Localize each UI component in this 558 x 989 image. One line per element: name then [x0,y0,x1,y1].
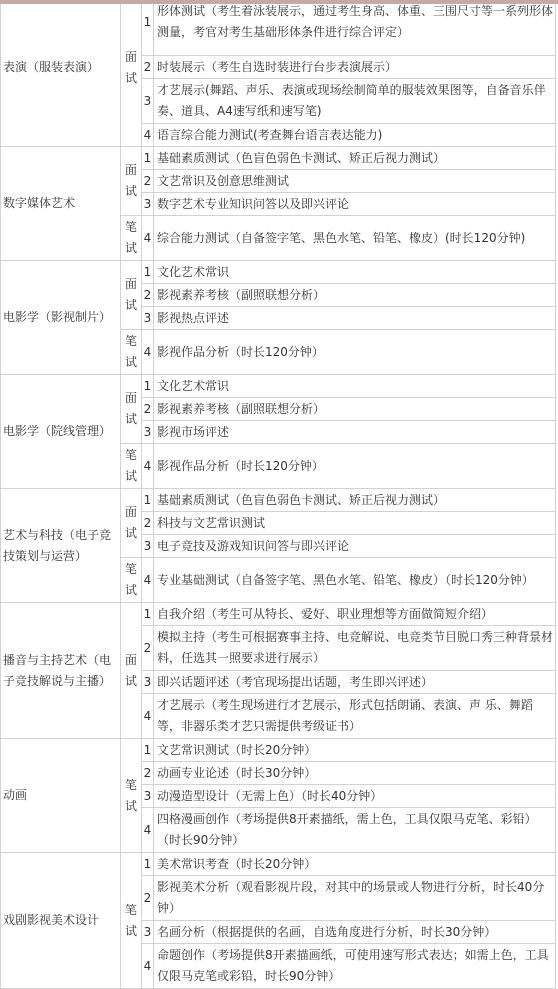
item-number: 2 [142,626,154,671]
exam-item: 影视市场评述 [154,421,556,444]
item-number: 2 [142,56,154,79]
exam-type: 面试 [121,261,142,330]
table-row [1,147,556,170]
item-number: 3 [142,307,154,330]
exam-item: 才艺展示(舞蹈、声乐、表演或现场绘制简单的服装效果图等，自备音乐伴奏、道具、A4速写纸和速写笔) [154,79,556,124]
item-number: 4 [142,808,154,853]
exam-type: 笔试 [121,853,142,989]
item-number: 1 [142,147,154,170]
table-row [1,261,556,284]
item-number: 1 [142,375,154,398]
exam-item: 动漫造型设计（无需上色）（时长40分钟） [154,785,556,808]
exam-item: 数字艺术专业知识问答以及即兴评论 [154,193,556,216]
item-number: 3 [142,421,154,444]
exam-item: 影视热点评述 [154,307,556,330]
item-number: 1 [142,261,154,284]
item-number: 1 [142,0,154,56]
exam-type: 面试 [121,375,142,444]
exam-item: 模拟主持（考生可根据赛事主持、电竞解说、电竞类节目脱口秀三种背景材料，任选其一照要求进行展示） [154,626,556,671]
exam-item: 语言综合能力测试(考查舞台语言表达能力) [154,124,556,147]
item-number: 1 [142,853,154,876]
table-row [1,853,556,876]
item-number: 3 [142,535,154,558]
exam-type: 笔试 [121,330,142,375]
exam-type: 面试 [121,489,142,558]
exam-item: 自我介绍（考生可从特长、爱好、职业理想等方面做简短介绍） [154,603,556,626]
exam-item: 命题创作（考场提供8开素描画纸，可使用速写形式表达；如需上色，工具仅限马克笔或彩铅，时长90分钟） [154,944,556,989]
major-name: 电影学（影视制片） [1,261,121,375]
item-number: 4 [142,944,154,989]
exam-item: 文艺常识及创意思维测试 [154,170,556,193]
exam-type: 面试 [121,603,142,739]
major-name: 数字媒体艺术 [1,147,121,261]
table-row [1,489,556,512]
exam-item: 影视素养考核（副照联想分析） [154,398,556,421]
exam-item: 综合能力测试（自备签字笔、黑色水笔、铅笔、橡皮）(时长120分钟) [154,216,556,261]
exam-item: 美术常识考查（时长20分钟） [154,853,556,876]
item-number: 2 [142,762,154,785]
exam-type: 面试 [121,0,142,147]
major-name: 电影学（院线管理） [1,375,121,489]
exam-type: 笔试 [121,558,142,603]
exam-item: 基础素质测试（色盲色弱色卡测试、矫正后视力测试） [154,147,556,170]
exam-item: 文化艺术常识 [154,375,556,398]
exam-item: 电子竞技及游戏知识问答与即兴评论 [154,535,556,558]
major-name: 动画 [1,739,121,853]
item-number: 4 [142,558,154,603]
item-number: 4 [142,330,154,375]
item-number: 4 [142,444,154,489]
exam-item: 名画分析（根据提供的名画，自选角度进行分析，时长30分钟） [154,921,556,944]
item-number: 3 [142,79,154,124]
major-name: 戏剧影视美术设计 [1,853,121,989]
major-name: 表演（服装表演） [1,0,121,147]
item-number: 4 [142,124,154,147]
major-name: 播音与主持艺术（电子竞技解说与主播） [1,603,121,739]
exam-item: 文艺常识测试（时长20分钟） [154,739,556,762]
exam-item: 时装展示（考生自选时装进行台步表演展示） [154,56,556,79]
item-number: 1 [142,739,154,762]
exam-item: 四格漫画创作（考场提供8开素描纸，需上色，工具仅限马克笔、彩铅）（时长90分钟） [154,808,556,853]
exam-item: 才艺展示（考生现场进行才艺展示，形式包括朗诵、表演、声 乐、舞蹈等，非器乐类才艺只需提供考级证书） [154,694,556,739]
exam-item: 影视美术分析（观看影视片段，对其中的场景或人物进行分析，时长40分钟） [154,876,556,921]
item-number: 1 [142,489,154,512]
table-row [1,739,556,762]
exam-item: 科技与文艺常识测试 [154,512,556,535]
item-number: 2 [142,284,154,307]
exam-item: 影视作品分析（时长120分钟） [154,444,556,489]
item-number: 2 [142,170,154,193]
top-border [0,0,558,4]
item-number: 1 [142,603,154,626]
item-number: 2 [142,398,154,421]
item-number: 2 [142,512,154,535]
exam-type: 笔试 [121,739,142,853]
exam-type: 笔试 [121,216,142,261]
item-number: 2 [142,876,154,921]
exam-item: 即兴话题评述（考官现场提出话题，考生即兴评述） [154,671,556,694]
item-number: 3 [142,921,154,944]
exam-item: 动画专业论述（时长30分钟） [154,762,556,785]
exam-type: 笔试 [121,444,142,489]
table-row [1,603,556,626]
major-name: 艺术与科技（电子竞技策划与运营） [1,489,121,603]
exam-item: 基础素质测试（色盲色弱色卡测试、矫正后视力测试） [154,489,556,512]
item-number: 4 [142,694,154,739]
exam-item: 影视作品分析（时长120分钟） [154,330,556,375]
item-number: 3 [142,193,154,216]
table-row [1,0,556,56]
item-number: 3 [142,785,154,808]
item-number: 4 [142,216,154,261]
exam-item: 形体测试（考生着泳装展示，通过考生身高、体重、三围尺寸等一系列形体测量，考官对考生基础形体条件进行综合评定） [154,0,556,56]
exam-item: 文化艺术常识 [154,261,556,284]
exam-item: 影视素养考核（副照联想分析） [154,284,556,307]
exam-type: 面试 [121,147,142,216]
exam-item: 专业基础测试（自备签字笔、黑色水笔、铅笔、橡皮）（时长120分钟） [154,558,556,603]
table-row [1,375,556,398]
item-number: 3 [142,671,154,694]
